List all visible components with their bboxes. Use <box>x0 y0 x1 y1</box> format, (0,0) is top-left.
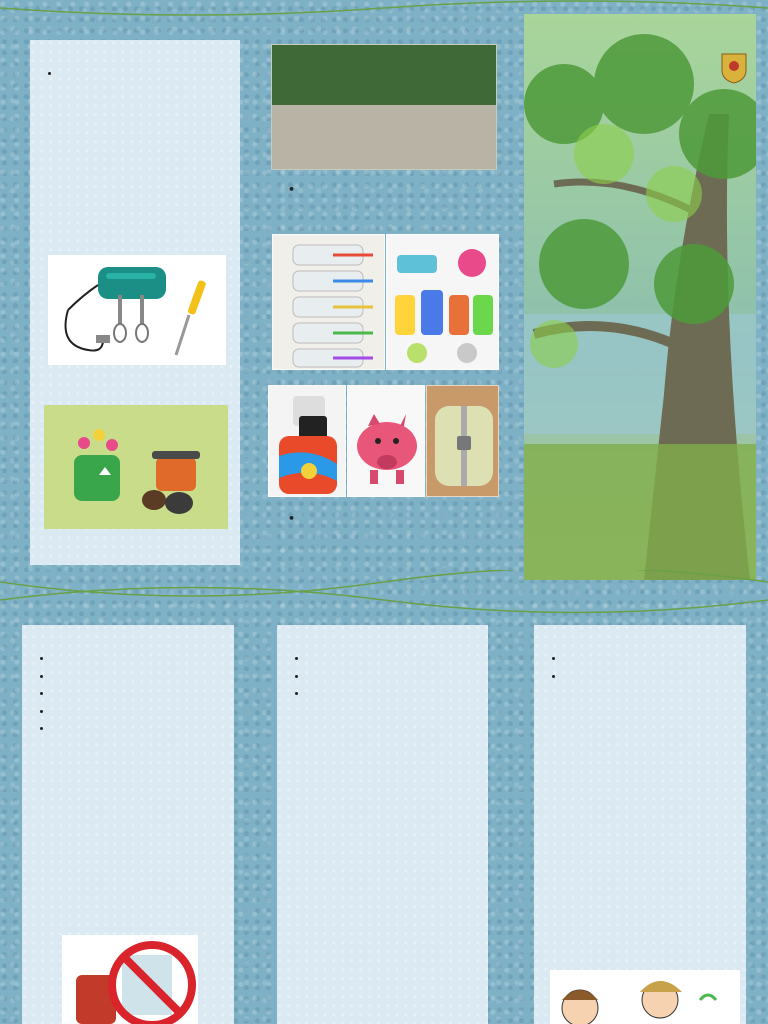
recycling-bins-photo <box>271 44 497 170</box>
tree-background <box>524 14 756 580</box>
university-crest-icon <box>720 52 748 84</box>
list-item <box>52 704 224 720</box>
list-item <box>307 669 478 685</box>
mixer-icon <box>48 255 226 365</box>
recuperar-list <box>40 66 230 82</box>
kids-recycling-icon <box>550 970 740 1024</box>
reutilizar-list <box>287 651 478 702</box>
no-plastic-bag-illustration <box>62 935 198 1024</box>
reducir-list <box>32 651 224 737</box>
mixer-screwdriver-illustration <box>48 255 226 365</box>
piggy-bank-graphic <box>348 386 425 497</box>
bottle-crafts-photo <box>386 234 499 370</box>
flower-border-middle <box>0 570 768 620</box>
panel-recuperar <box>30 40 240 565</box>
list-item <box>52 651 224 667</box>
pencil-bottles-graphic <box>273 235 385 370</box>
list-item <box>564 651 736 667</box>
list-item <box>307 651 478 667</box>
phone-holder-photo <box>268 385 346 497</box>
list-item <box>52 721 224 737</box>
list-item <box>60 66 230 82</box>
cover-panel <box>524 14 756 580</box>
kids-recycling-illustration <box>550 970 740 1024</box>
bottle-crafts-graphic <box>387 235 499 370</box>
caption-ideas <box>288 512 323 525</box>
zipper-bottle-graphic <box>427 386 499 497</box>
phone-holder-graphic <box>269 386 346 497</box>
caption-separacion <box>288 183 323 196</box>
tu-decides-illustration <box>44 405 228 529</box>
pencil-bottles-photo <box>272 234 385 370</box>
list-item <box>564 669 736 685</box>
recycle-bins-icon <box>44 405 228 529</box>
panel-reciclar <box>534 625 746 1024</box>
list-item <box>52 669 224 685</box>
piggy-bank-photo <box>347 385 425 497</box>
panel-reducir <box>22 625 234 1024</box>
list-item <box>52 686 224 702</box>
no-plastic-bag-icon <box>62 935 198 1024</box>
panel-reutilizar <box>277 625 488 1024</box>
list-item <box>307 686 478 702</box>
flower-garland-middle <box>0 570 768 620</box>
zipper-bottle-photo <box>426 385 499 497</box>
reciclar-list <box>544 651 736 684</box>
bins-photo-graphic <box>272 45 497 170</box>
